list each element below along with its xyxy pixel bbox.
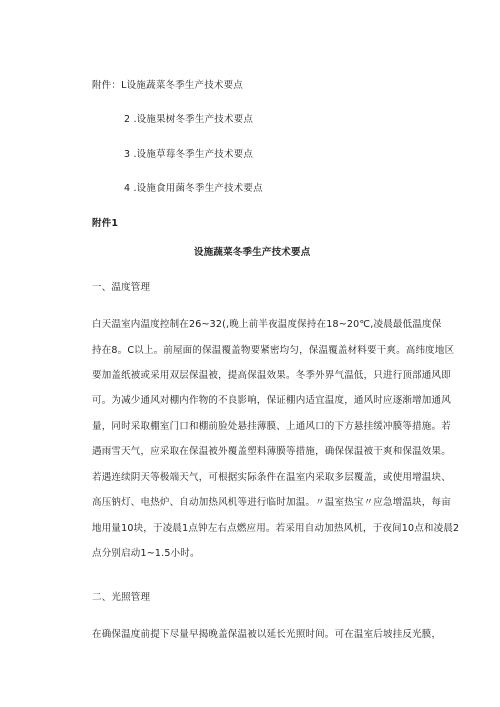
doc-title: 设施蔬菜冬季生产技术要点: [194, 247, 311, 258]
attachment-intro: 附件：L设施蔬菜冬季生产技术要点: [92, 80, 243, 91]
body-line: 若遇连续阴天等极端天气，可根据实际条件在温室内采取多层覆盖，或使用增温块、: [92, 472, 451, 483]
attachment-item: 4 .设施食用菌冬季生产技术要点: [124, 183, 263, 194]
section-heading: 一、温度管理: [92, 282, 151, 293]
body-line: 点分别启动1~1.5小时。: [92, 548, 200, 559]
body-line: 要加盖纸被或采用双层保温被，提高保温效果。冬季外界气温低，只进行顶部通风即: [92, 370, 451, 381]
attachment-label: 附件1: [92, 218, 119, 229]
attachment-item: 3 .设施草莓冬季生产技术要点: [124, 149, 254, 160]
body-line: 高压钠灯、电热炉、自动加热风机等进行临时加温。〃温室热宝〃应急增温块，每亩: [92, 497, 451, 508]
body-line: 可。为减少通风对棚内作物的不良影响，保证棚内适宜温度，通风时应逐渐增加通风: [92, 395, 451, 406]
body-line: 量，同时采取棚室门口和棚前脸处悬挂薄膜、上通风口的下方悬挂缓冲膜等措施。若: [92, 421, 451, 432]
section-heading: 二、光照管理: [92, 592, 151, 603]
body-line: 在确保温度前提下尽量早揭晚盖保温被以延长光照时间。可在温室后坡挂反光膜，: [92, 629, 442, 640]
body-line: 持在8。C以上。前屋面的保温覆盖物要紧密均匀，保温覆盖材料要干爽。高纬度地区: [92, 345, 455, 356]
body-line: 遇雨雪天气，应采取在保温被外覆盖塑料薄膜等措施，确保保温被干爽和保温效果。: [92, 446, 451, 457]
body-line: 白天温室内温度控制在26~32(,晚上前半夜温度保持在18~20℃,凌晨最低温度保: [92, 319, 442, 330]
body-line: 地用量10块，于凌晨1点钟左右点燃应用。若采用自动加热风机，于夜间10点和凌晨2: [92, 523, 460, 534]
attachment-item: 2 .设施果树冬季生产技术要点: [124, 114, 254, 125]
